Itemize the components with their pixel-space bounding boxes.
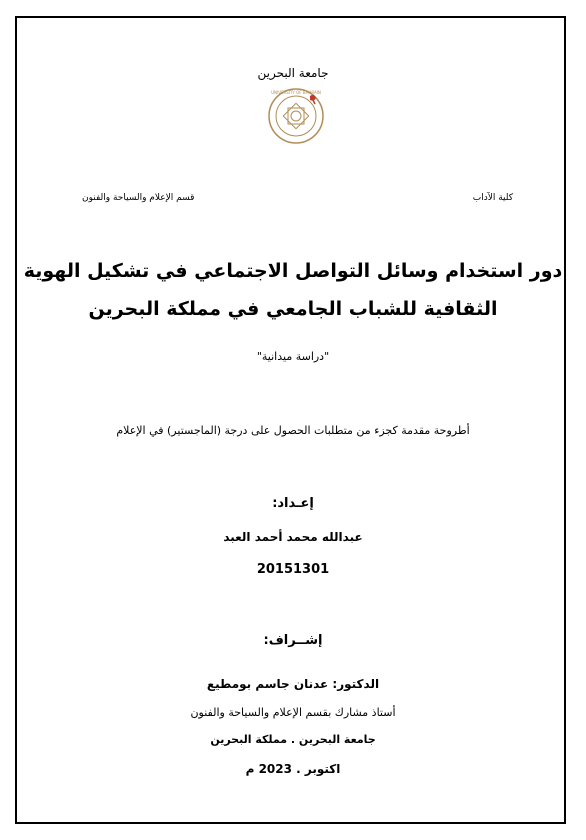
university-name: جامعة البحرين xyxy=(257,66,329,80)
prepared-by-heading: إعـداد: xyxy=(272,496,314,511)
author-name: عبدالله محمد أحمد العبد xyxy=(223,530,363,544)
supervised-by-heading: إشــراف: xyxy=(263,633,323,648)
thesis-title xyxy=(0,252,586,328)
supervisor-title: أستاذ مشارك بقسم الإعلام والسياحة والفنون xyxy=(190,706,396,719)
submission-date: اكتوبر . 2023 م xyxy=(245,762,341,776)
thesis-title-line-2: الثقافية للشباب الجامعي في مملكة البحرين xyxy=(88,298,498,320)
student-id: 20151301 xyxy=(256,562,330,577)
study-type: "دراسة ميدانية" xyxy=(256,350,330,363)
faculty-name: كلية الآداب xyxy=(472,193,513,203)
supervisor-name: الدكتور: عدنان جاسم بومطيع xyxy=(206,677,380,691)
affiliation: جامعة البحرين . مملكة البحرين xyxy=(210,733,376,746)
department-name: قسم الإعلام والسياحة والفنون xyxy=(82,193,195,203)
thesis-title-line-1: دور استخدام وسائل التواصل الاجتماعي في تشكيل الهوية xyxy=(23,260,563,282)
svg-text:UNIVERSITY OF BAHRAIN: UNIVERSITY OF BAHRAIN xyxy=(271,90,321,95)
university-seal-icon xyxy=(266,86,326,146)
thesis-requirement-note: أطروحة مقدمة كجزء من متطلبات الحصول على درجة (الماجستير) في الإعلام xyxy=(116,424,470,437)
